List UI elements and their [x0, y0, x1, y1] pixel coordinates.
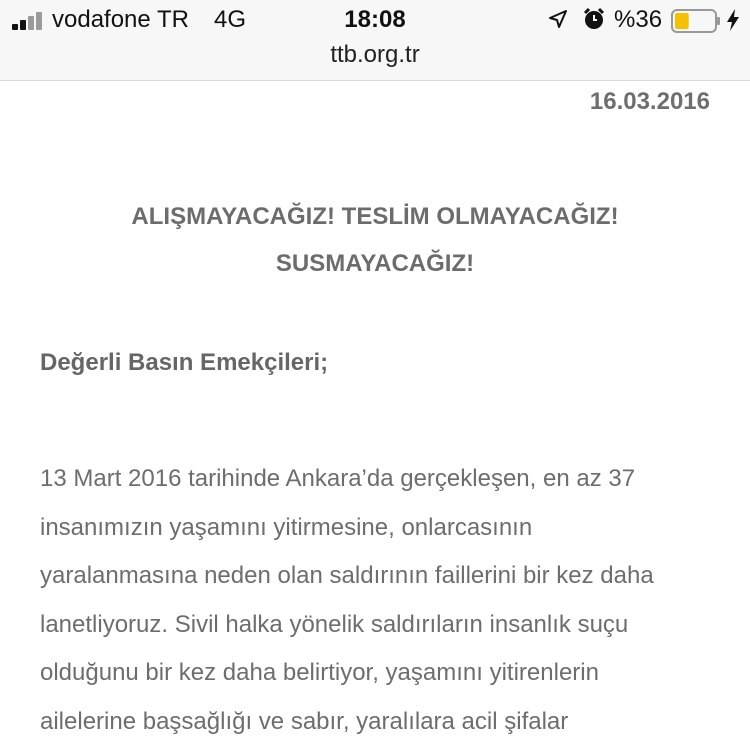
paragraph-line: olduğunu bir kez daha belirtiyor, yaşamını yitirenlerin [40, 649, 720, 698]
network-type: 4G [214, 6, 246, 34]
article-headline [0, 193, 750, 287]
battery-icon [671, 9, 721, 33]
paragraph-line: lanetliyoruz. Sivil halka yönelik saldırıların insanlık suçu [40, 601, 720, 650]
paragraph-line: yaralanmasına neden olan saldırının faillerini bir kez daha [40, 552, 720, 601]
article-paragraph [40, 455, 720, 746]
status-bar [0, 0, 750, 81]
address-bar-url[interactable]: ttb.org.tr [0, 41, 750, 69]
carrier-name: vodafone TR [52, 6, 189, 34]
battery-fill [675, 13, 689, 29]
paragraph-line: insanımızın yaşamını yitirmesine, onlarcasının [40, 504, 720, 553]
paragraph-line: ailelerine başsağlığı ve sabır, yaralılara acil şifalar [40, 698, 720, 746]
battery-percentage: %36 [614, 6, 662, 34]
alarm-clock-icon [582, 7, 606, 31]
paragraph-line: 13 Mart 2016 tarihinde Ankara’da gerçekleşen, en az 37 [40, 455, 720, 504]
headline-line: SUSMAYACAĞIZ! [0, 240, 750, 287]
article-greeting: Değerli Basın Emekçileri; [40, 349, 328, 377]
location-arrow-icon [548, 9, 568, 29]
charging-bolt-icon [726, 8, 740, 32]
headline-line: ALIŞMAYACAĞIZ! TESLİM OLMAYACAĞIZ! [0, 193, 750, 240]
clock-time: 18:08 [0, 6, 750, 34]
article-date: 16.03.2016 [590, 88, 710, 116]
